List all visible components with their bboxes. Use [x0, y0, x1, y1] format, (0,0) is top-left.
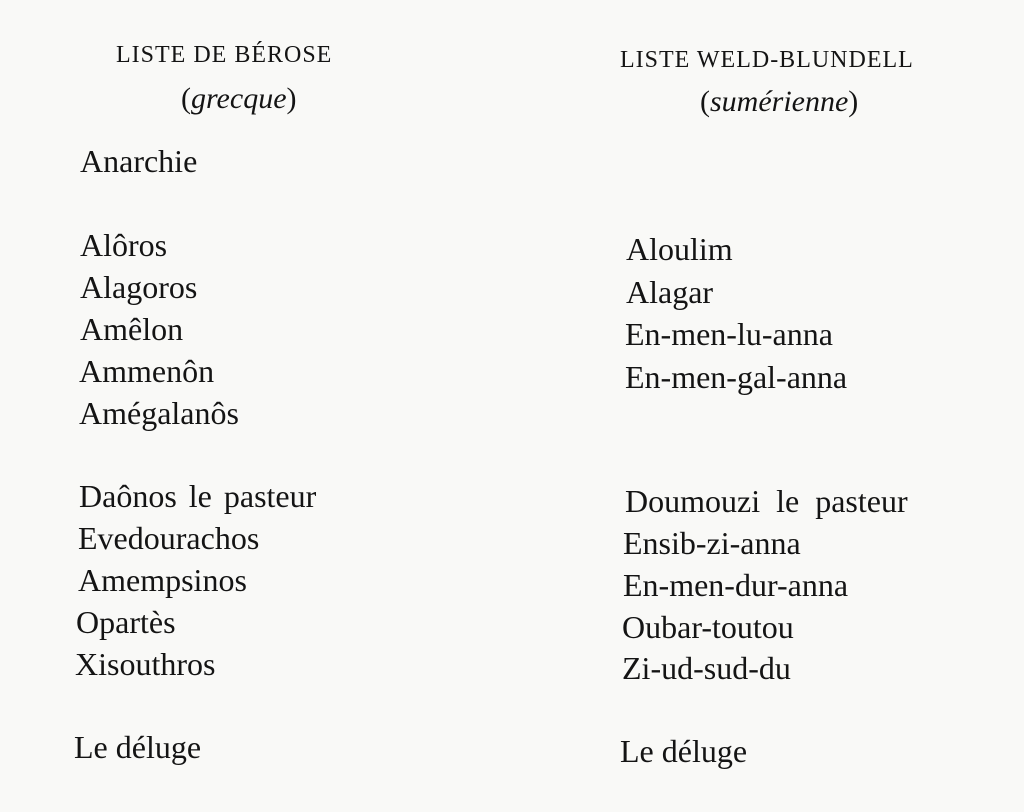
berose-king-1: Alôros — [80, 227, 168, 263]
berose-subheading: (grecque) — [181, 82, 297, 115]
berose-king-8: Amempsinos — [78, 562, 247, 598]
berose-king-3: Amêlon — [80, 311, 184, 347]
weld-blundell-heading: LISTE WELD-BLUNDELL — [620, 47, 914, 73]
prelude-anarchie: Anarchie — [80, 143, 198, 179]
sumerian-king-2: Alagar — [626, 274, 714, 310]
berose-subheading-text: grecque — [191, 82, 287, 115]
weld-blundell-subheading: (sumérienne) — [700, 85, 859, 118]
sumerian-king-6: Ensib-zi-anna — [623, 525, 801, 561]
berose-king-9: Opartès — [76, 604, 176, 640]
sumerian-king-5: Doumouzi le pasteur — [625, 483, 908, 519]
berose-king-10: Xisouthros — [75, 646, 216, 682]
sumerian-king-7: En-men-dur-anna — [623, 567, 849, 603]
berose-king-2: Alagoros — [80, 269, 198, 305]
berose-king-7: Evedourachos — [78, 520, 260, 556]
sumerian-king-4: En-men-gal-anna — [625, 359, 848, 395]
berose-king-4: Ammenôn — [79, 353, 215, 389]
sumerian-king-3: En-men-lu-anna — [625, 316, 833, 352]
sumerian-king-9: Zi-ud-sud-du — [622, 650, 791, 686]
berose-heading: LISTE DE BÉROSE — [116, 42, 333, 68]
berose-king-5: Amégalanôs — [79, 395, 239, 431]
weld-blundell-subheading-text: sumérienne — [710, 85, 849, 118]
berose-ending: Le déluge — [74, 729, 202, 765]
sumerian-king-1: Aloulim — [626, 231, 733, 267]
sumerian-ending: Le déluge — [620, 733, 748, 769]
berose-king-6: Daônos le pasteur — [79, 478, 317, 514]
sumerian-king-8: Oubar-toutou — [622, 609, 794, 645]
